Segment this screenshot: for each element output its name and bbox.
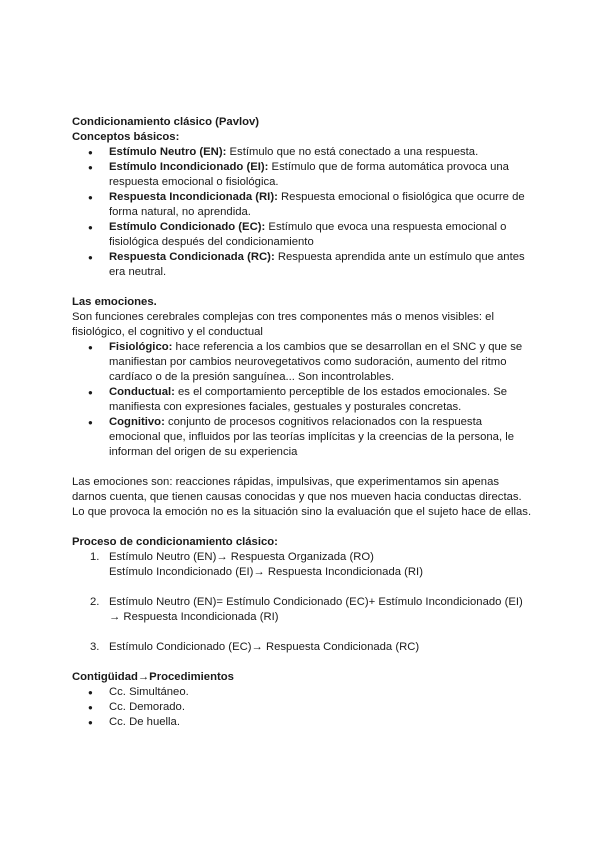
step-item <box>72 595 532 625</box>
list-item <box>72 385 532 415</box>
emociones-list <box>72 340 532 460</box>
document-title: Condicionamiento clásico (Pavlov) <box>72 116 260 128</box>
section-heading-contiguidad: Contigüidad→Procedimientos <box>72 671 234 683</box>
list-item: ● Cc. Demorado. <box>72 700 532 715</box>
list-item <box>72 145 532 160</box>
step-item <box>72 550 532 580</box>
step-number: 2. <box>90 596 100 608</box>
definition: Estímulo que evoca una respuesta emocional o fisiológica después del condicionamiento <box>109 221 507 248</box>
term: Respuesta Incondicionada (RI): <box>109 191 278 203</box>
term: Respuesta Condicionada (RC): <box>109 251 275 263</box>
step-line: Estímulo Neutro (EN)→ Respuesta Organizada (RO) <box>109 551 374 563</box>
list-item <box>72 190 532 220</box>
emociones-intro: Son funciones cerebrales complejas con tres componentes más o menos visibles: el fisiológico, el cognitivo y el conductual <box>72 311 494 338</box>
definition: conjunto de procesos cognitivos relacionados con la respuesta emocional que, influidos por las teorías implícitas y la creencias de la persona, le informan del origen de su experiencia <box>109 416 515 458</box>
step-line: Estímulo Incondicionado (EI)→ Respuesta Incondicionada (RI) <box>109 566 423 578</box>
step-line: Estímulo Neutro (EN)= Estímulo Condicionado (EC)+ Estímulo Incondicionado (EI) → Respuesta Incondicionada (RI) <box>109 596 523 623</box>
list-item: ● Cc. De huella. <box>72 715 532 730</box>
definition: Estímulo que no está conectado a una respuesta. <box>226 146 479 158</box>
definition: Estímulo que de forma automática provoca una respuesta emocional o fisiológica. <box>109 161 509 188</box>
list-item <box>72 220 532 250</box>
list-item <box>72 340 532 385</box>
step-line: Estímulo Condicionado (EC)→ Respuesta Condicionada (RC) <box>109 641 420 653</box>
definition: Respuesta emocional o fisiológica que ocurre de forma natural, no aprendida. <box>109 191 525 218</box>
step-item <box>72 640 532 655</box>
section-heading-emociones: Las emociones. <box>72 296 157 308</box>
list-item <box>72 160 532 190</box>
term: Fisiológico: <box>109 341 173 353</box>
step-number: 1. <box>90 551 100 563</box>
conceptos-list <box>72 145 532 280</box>
section-heading-proceso: Proceso de condicionamiento clásico: <box>72 536 278 548</box>
contiguidad-list <box>72 685 532 730</box>
proceso-steps <box>72 550 532 655</box>
term: Estímulo Condicionado (EC): <box>109 221 266 233</box>
document-content <box>72 115 532 730</box>
section-heading-conceptos: Conceptos básicos: <box>72 131 180 143</box>
definition: hace referencia a los cambios que se desarrollan en el SNC y que se manifiestan por cambios neurovegetativos como sudoración, aumento del ritmo cardíaco o de la presión sanguínea... Son incontrolables. <box>109 341 523 383</box>
definition: es el comportamiento perceptible de los estados emocionales. Se manifiesta con expresiones faciales, gestuales y posturales concretas. <box>109 386 508 413</box>
term: Conductual: <box>109 386 175 398</box>
list-item <box>72 415 532 460</box>
term: Estímulo Neutro (EN): <box>109 146 227 158</box>
term: Cognitivo: <box>109 416 165 428</box>
list-item <box>72 250 532 280</box>
emociones-paragraph: Las emociones son: reacciones rápidas, impulsivas, que experimentamos sin apenas darnos cuenta, que tienen causas conocidas y que nos mueven hacia conductas directas. Lo que provoca la emoción no es la situación sino la evaluación que el sujeto hace de ellas. <box>72 476 532 518</box>
definition: Respuesta aprendida ante un estímulo que antes era neutral. <box>109 251 525 278</box>
term: Estímulo Incondicionado (EI): <box>109 161 269 173</box>
step-number: 3. <box>90 641 100 653</box>
list-item: ● Cc. Simultáneo. <box>72 685 532 700</box>
